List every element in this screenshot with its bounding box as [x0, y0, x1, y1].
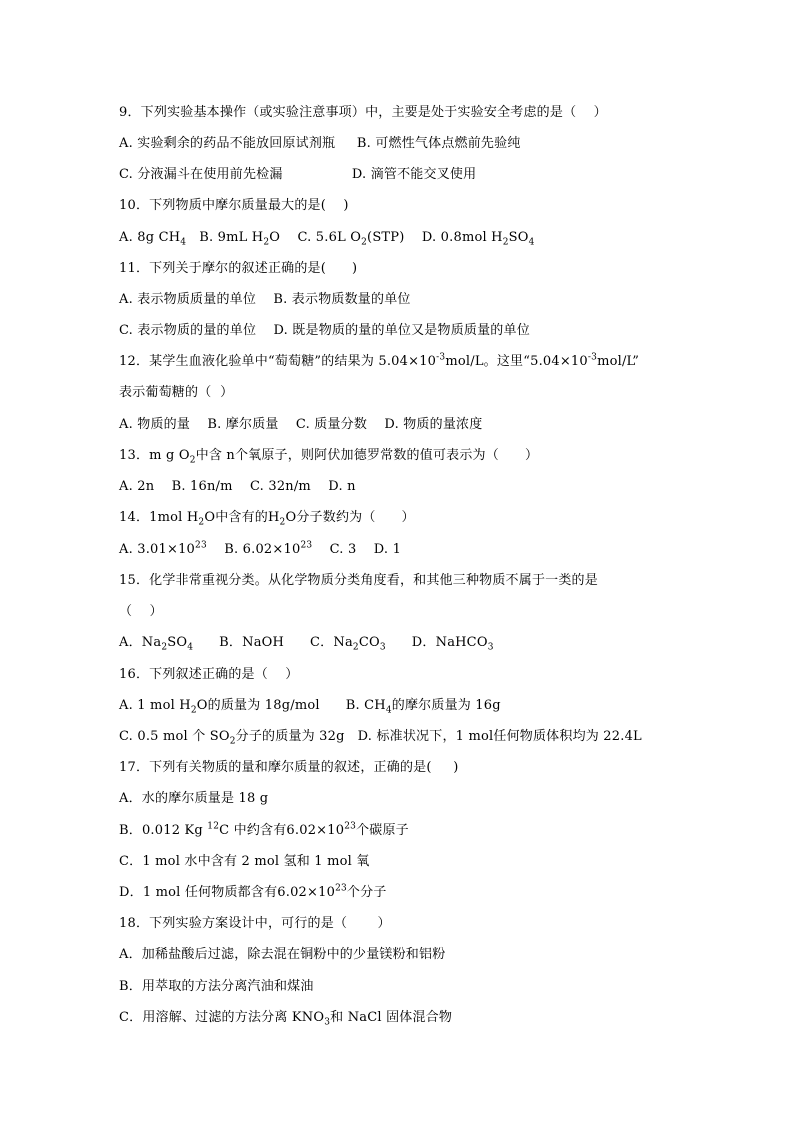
q17-stem: 17．下列有关物质的量和摩尔质量的叙述，正确的是( ): [119, 760, 459, 775]
q10-options: A. 8g $CH_4$ B. 9mL $H_2O$ C. 5.6L $O_2(STP)$ D. 0.8mol $H_2SO_4$: [119, 230, 535, 248]
q11-stem: 11．下列关于摩尔的叙述正确的是( ): [119, 261, 358, 276]
q12-options: A. 物质的量 B. 摩尔质量 C. 质量分数 D. 物质的量浓度: [119, 417, 483, 432]
q9-stem: 9．下列实验基本操作（或实验注意事项）中，主要是处于实验安全考虑的是（ ）: [119, 105, 607, 120]
q11-options-cd: C. 表示物质的量的单位 D. 既是物质的量的单位又是物质质量的单位: [119, 323, 530, 338]
q12-stem-line2: 表示葡萄糖的（ ）: [119, 385, 234, 400]
q17-option-d: D．1 mol 任何物质都含有$6.02\times 10^{23}$个分子: [119, 883, 387, 900]
q15-stem-line2: （ ）: [119, 604, 163, 619]
q17-option-b: B．0.012 Kg $^{12}$C 中约含有$6.02\times 10^{23}$个碳原子: [119, 821, 409, 838]
q14-options: A. $3.01\times 10^{23}$ B. $6.02\times 10^{23}$ C. 3 D. 1: [119, 540, 402, 557]
q17-option-a: A．水的摩尔质量是 18 g: [119, 791, 269, 806]
q16-options-cd: C. 0.5 mol 个 $SO_2$分子的质量为 32g D. 标准状况下，1 mol任何物质体积均为 22.4L: [119, 729, 642, 747]
q16-options-ab: A. 1 mol $H_2O$的质量为 18g/mol B. $CH_4$的摩尔质量为 16g: [119, 698, 501, 716]
q18-option-c: C．用溶解、过滤的方法分离 $KNO_3$和 NaCl 固体混合物: [119, 1010, 453, 1028]
q9-options-cd: C. 分液漏斗在使用前先检漏 D. 滴管不能交叉使用: [119, 167, 477, 182]
q17-option-c: C．1 mol 水中含有 2 mol 氢和 1 mol 氧: [119, 854, 370, 869]
q13-options: A. 2n B. 16n/m C. 32n/m D. n: [119, 479, 356, 494]
q18-option-b: B．用萃取的方法分离汽油和煤油: [119, 979, 314, 994]
q10-stem: 10．下列物质中摩尔质量最大的是( ): [119, 198, 349, 213]
q13-stem: 13．m g $O_2$中含 n个氧原子，则阿伏加德罗常数的值可表示为（ ）: [119, 448, 539, 466]
q18-option-a: A．加稀盐酸后过滤，除去混在铜粉中的少量镁粉和铝粉: [119, 947, 446, 962]
q18-stem: 18．下列实验方案设计中，可行的是（ ）: [119, 916, 391, 931]
q14-stem: 14．1mol $H_2O$中含有的$H_2O$分子数约为（ ）: [119, 510, 415, 528]
q9-options-ab: A. 实验剩余的药品不能放回原试剂瓶 B. 可燃性气体点燃前先验纯: [119, 136, 521, 151]
q11-options-ab: A. 表示物质质量的单位 B. 表示物质数量的单位: [119, 292, 411, 307]
q12-stem: 12．某学生血液化验单中“萄萄糖”的结果为 $5.04\times 10^{-3}mol/L$。这里“$5.04\times 10^{-3}mol/L$”: [119, 352, 640, 369]
q15-options: A．$Na_2SO_4$ B．NaOH C．$Na_2CO_3$ D．NaHCO$_3$: [119, 635, 494, 653]
q15-stem: 15．化学非常重视分类。从化学物质分类角度看，和其他三种物质不属于一类的是: [119, 573, 598, 588]
q16-stem: 16．下列叙述正确的是（ ）: [119, 667, 299, 682]
